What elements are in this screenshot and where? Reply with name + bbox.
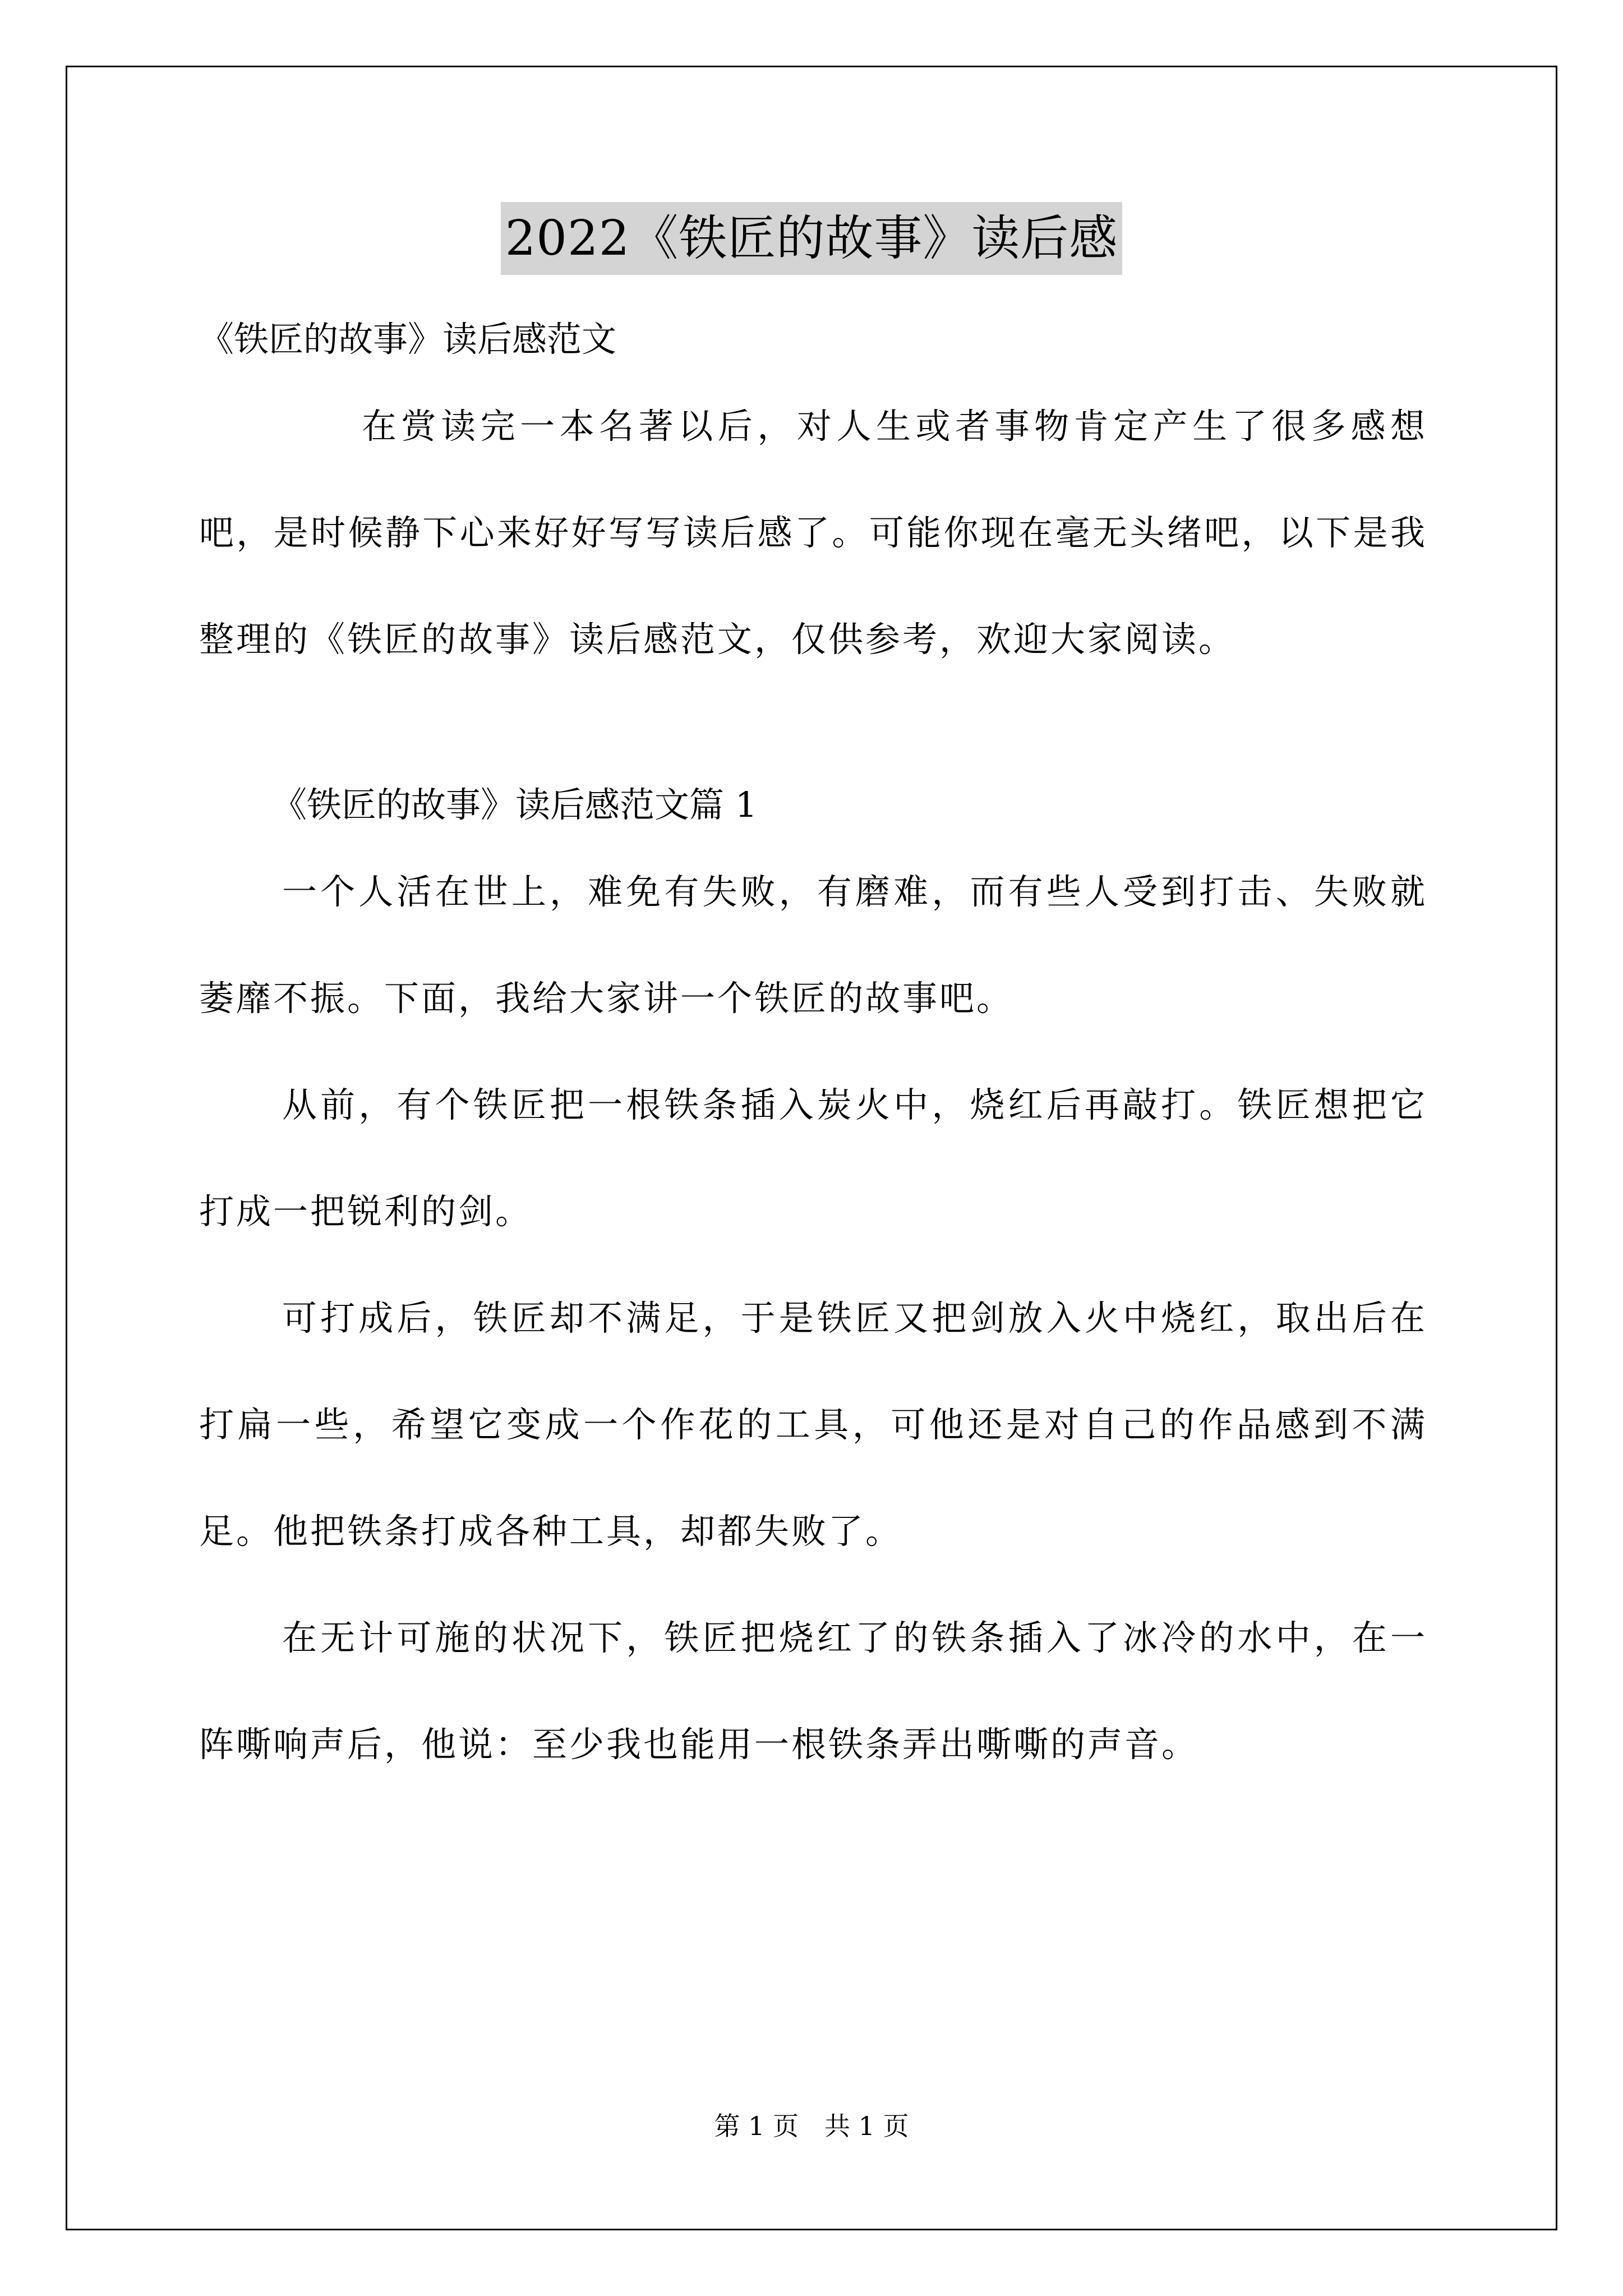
body-paragraph-2: 从前，有个铁匠把一根铁条插入炭火中，烧红后再敲打。铁匠想把它打成一把锐利的剑。 xyxy=(199,1084,1427,1232)
page-number: 第 1 页 共 1 页 xyxy=(714,2111,909,2141)
page-footer xyxy=(0,2109,1623,2143)
document-body xyxy=(199,306,1427,1798)
body-paragraph-4: 在无计可施的状况下，铁匠把烧红了的铁条插入了冰冷的水中，在一阵嘶响声后，他说：至少我也能用一根铁条弄出嘶嘶的声音。 xyxy=(199,1617,1427,1765)
document-subtitle: 《铁匠的故事》读后感范文 xyxy=(199,319,617,360)
document-title: 2022《铁匠的故事》读后感 xyxy=(501,202,1123,275)
intro-paragraph: 在赏读完一本名著以后，对人生或者事物肯定产生了很多感想吧，是时候静下心来好好写写读后感了。可能你现在毫无头绪吧，以下是我整理的《铁匠的故事》读后感范文，仅供参考，欢迎大家阅读。 xyxy=(199,406,1427,660)
section-heading: 《铁匠的故事》读后感范文篇 1 xyxy=(272,784,758,825)
body-paragraph-1: 一个人活在世上，难免有失败，有磨难，而有些人受到打击、失败就萎靡不振。下面，我给大家讲一个铁匠的故事吧。 xyxy=(199,871,1427,1019)
body-paragraph-3: 可打成后，铁匠却不满足，于是铁匠又把剑放入火中烧红，取出后在打扁一些，希望它变成一个作花的工具，可他还是对自己的作品感到不满足。他把铁条打成各种工具，却都失败了。 xyxy=(199,1297,1427,1552)
title-container xyxy=(0,202,1623,275)
